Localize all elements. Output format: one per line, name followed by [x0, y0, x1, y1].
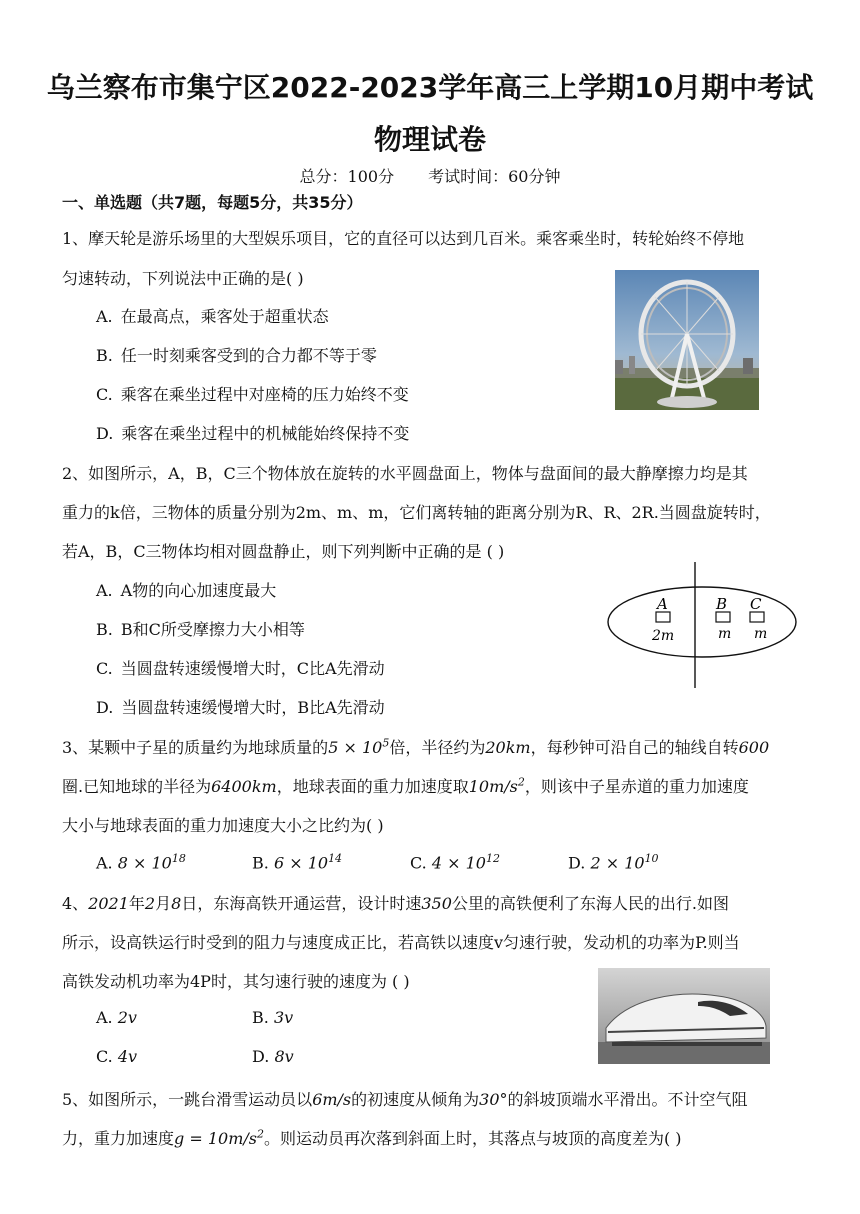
exam-time: 考试时间：60分钟: [428, 167, 561, 186]
q4-option-a: A. 2v: [96, 1008, 137, 1027]
q3-option-d: D. $2 \times 10^{10}$: [568, 852, 659, 873]
section-heading: 一、单选题（共7题，每题5分，共35分）: [62, 193, 363, 212]
q1-option-c: C. 乘客在乘坐过程中对座椅的压力始终不变: [96, 385, 409, 404]
q4-line3: 高铁发动机功率为4P时，其匀速行驶的速度为 ( ): [62, 972, 410, 991]
q3-line3: 大小与地球表面的重力加速度大小之比约为( ): [62, 816, 384, 835]
q4-option-b: B. 3v: [252, 1008, 294, 1027]
exam-meta: [0, 164, 860, 187]
q4-line2: 所示，设高铁运行时受到的阻力与速度成正比，若高铁以速度v匀速行驶，发动机的功率为P.则当: [62, 933, 740, 952]
q2-option-c: C. 当圆盘转速缓慢增大时，C比A先滑动: [96, 659, 385, 678]
q4-option-d: D. 8v: [252, 1047, 294, 1066]
q3-option-a: A. $8 \times 10^{18}$: [96, 852, 186, 873]
q3-option-b: B. $6 \times 10^{14}$: [252, 852, 343, 873]
q3-line2: 圈.已知地球的半径为6400km，地球表面的重力加速度取$10m/s^2$，则该中子星赤道的重力加速度: [62, 775, 749, 796]
disc-label-a: A: [657, 595, 668, 613]
q4-line1: 4、2021年2月8日，东海高铁开通运营，设计时速350公里的高铁便利了东海人民的出行.如图: [62, 894, 729, 913]
q1-line1: 1、摩天轮是游乐场里的大型娱乐项目，它的直径可以达到几百米。乘客乘坐时，转轮始终不停地: [62, 229, 745, 248]
rotating-disc-diagram: [604, 562, 800, 688]
q3-option-c: C. $4 \times 10^{12}$: [410, 852, 500, 873]
q5-line1: 5、如图所示，一跳台滑雪运动员以6m/s的初速度从倾角为30°的斜坡顶端水平滑出。不计空气阻: [62, 1090, 748, 1109]
disc-label-b: B: [716, 595, 728, 613]
disc-label-c: C: [750, 595, 762, 613]
high-speed-train-photo: [598, 968, 770, 1064]
q5-line2: 力，重力加速度$g = 10m/s^2$。则运动员再次落到斜面上时，其落点与坡顶的高度差为( ): [62, 1127, 682, 1148]
ferris-wheel-photo: [615, 270, 759, 410]
q4-option-c: C. 4v: [96, 1047, 138, 1066]
q2-line2: 重力的k倍，三物体的质量分别为2m、m、m，它们离转轴的距离分别为R、R、2R.当圆盘旋转时，: [62, 503, 771, 522]
q2-option-d: D. 当圆盘转速缓慢增大时，B比A先滑动: [96, 698, 385, 717]
q1-line2: 匀速转动，下列说法中正确的是( ): [62, 269, 304, 288]
q1-option-a: A. 在最高点，乘客处于超重状态: [96, 307, 329, 326]
q2-line1: 2、如图所示，A，B，C三个物体放在旋转的水平圆盘面上，物体与盘面间的最大静摩擦力均是其: [62, 464, 748, 483]
total-score: 总分：100分: [299, 167, 395, 186]
q2-option-a: A. A物的向心加速度最大: [96, 581, 277, 600]
disc-mass-b: m: [718, 626, 732, 642]
disc-mass-c: m: [754, 626, 768, 642]
q1-option-d: D. 乘客在乘坐过程中的机械能始终保持不变: [96, 424, 410, 443]
q2-option-b: B. B和C所受摩擦力大小相等: [96, 620, 305, 639]
q1-option-b: B. 任一时刻乘客受到的合力都不等于零: [96, 346, 377, 365]
exam-subtitle: 物理试卷: [373, 123, 486, 156]
q2-line3: 若A，B，C三物体均相对圆盘静止，则下列判断中正确的是 ( ): [62, 542, 505, 561]
disc-mass-a: 2m: [652, 628, 675, 644]
exam-title: 乌兰察布市集宁区2022-2023学年高三上学期10月期中考试: [46, 71, 814, 104]
q3-line1: 3、某颗中子星的质量约为地球质量的$5 \times 10^5$倍，半径约为20km，每秒钟可沿自己的轴线自转600: [62, 736, 770, 757]
